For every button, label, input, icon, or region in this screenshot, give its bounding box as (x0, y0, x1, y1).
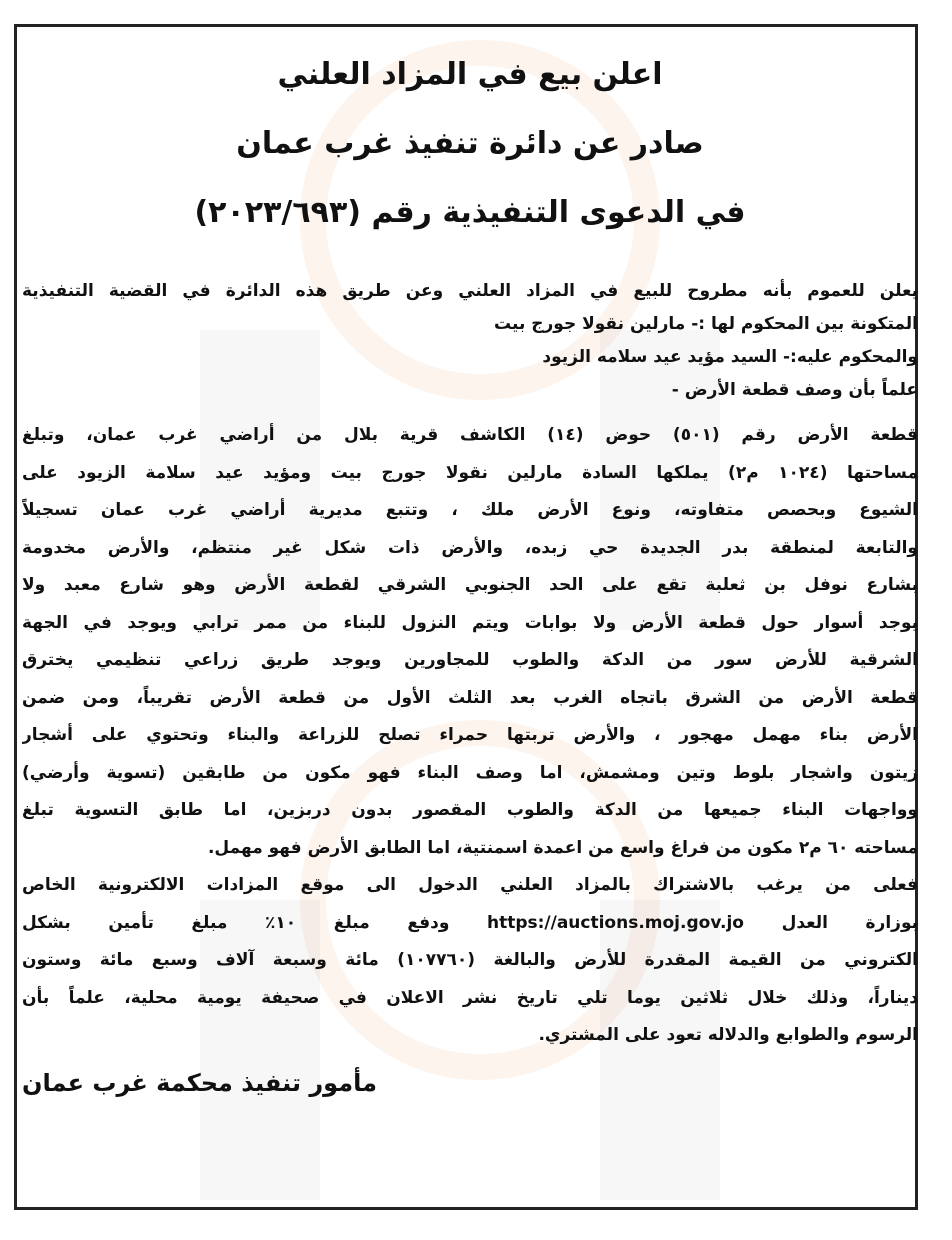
text-line: ديناراً، وذلك خلال ثلاثين يوما تلي تاريخ نشر الاعلان في صحيفة يومية محلية، علماً بأن (22, 987, 918, 1008)
text-line: الأرض بناء مهمل مهجور ، والأرض تربتها حمراء تصلح للزراعة والبناء وتحتوي على أشجار (22, 725, 918, 745)
paragraph (22, 374, 918, 407)
text-line: بشارع نوفل بن ثعلبة تقع على الحد الجنوبي الشرقي لقطعة الأرض وهو شارع معبد ولا (22, 575, 918, 595)
text-line: الشيوع وبحصص متفاوته، ونوع الأرض ملك ، وتتبع مديرية أراضي غرب عمان تسجيلاً (22, 500, 918, 520)
text-line: قطعة الأرض من الشرق باتجاه الغرب بعد الثلث الأول من قطعة الأرض تقريباً، ومن ضمن (22, 687, 918, 708)
auction-notice (22, 40, 918, 1097)
notice-title: اعلن بيع في المزاد العلني (277, 57, 663, 92)
text-line: يعلن للعموم بأنه مطروح للبيع في المزاد العلني وعن طريق هذه الدائرة في القضية التنفيذية (22, 281, 918, 301)
text-line: المتكونة بين المحكوم لها :- مارلين نقولا جورج بيت (494, 314, 918, 334)
text-line: يوجد أسوار حول قطعة الأرض ولا بوابات ويتم النزول للبناء من ممر ترابي ويوجد في الجهة (22, 612, 918, 633)
case-number: في الدعوى التنفيذية رقم (٢٠٢٣/٦٩٣) (194, 195, 746, 230)
text-line: زيتون واشجار بلوط وتين ومشمش، اما وصف البناء فهو مكون من طابقين (تسوية وأرضي) (22, 762, 918, 783)
issuing-department: صادر عن دائرة تنفيذ غرب عمان (236, 126, 704, 161)
text-line: والتابعة لمنطقة بدر الجديدة حي زبده، والأرض ذات شكل غير منتظم، والأرض مخدومة (22, 537, 918, 558)
paragraph (22, 867, 918, 1055)
text-line: الرسوم والطوابع والدلاله تعود على المشتري. (538, 1025, 918, 1045)
text-line: فعلى من يرغب بالاشتراك بالمزاد العلني الدخول الى موقع المزادات الالكترونية الخاص (22, 875, 918, 895)
text-line: وواجهات البناء جميعها من الدكة والطوب المقصور بدون دربزين، اما طابق التسوية تبلغ (22, 800, 918, 820)
text-line: بوزارة العدل https://auctions.moj.gov.jo ودفع مبلغ ١٠٪ مبلغ تأمين بشكل (22, 912, 918, 933)
text-line: الكتروني من القيمة المقدرة للأرض والبالغة (١٠٧٧٦٠) مائة وسبعة آلاف وسبع مائة وستون (22, 950, 918, 970)
paragraph (22, 417, 918, 867)
text-line: مساحته ٦٠ م٢ مكون من فراغ واسع من اعمدة اسمنتية، اما الطابق الأرض فهو مهمل. (207, 837, 918, 858)
signature: مأمور تنفيذ محكمة غرب عمان (22, 1068, 377, 1097)
paragraph (22, 275, 918, 341)
text-line: علماً بأن وصف قطعة الأرض - (671, 380, 918, 400)
text-line: الشرقية للأرض سور من الدكة والطوب للمجاورين ويوجد طريق زراعي تنظيمي يخترق (22, 650, 918, 670)
text-line: مساحتها (١٠٢٤ م٢) يملكها السادة مارلين نقولا جورج بيت ومؤيد عيد سلامة الزيود على (22, 462, 918, 483)
paragraph (22, 341, 918, 374)
notice-body (22, 275, 918, 1055)
text-line: قطعة الأرض رقم (٥٠١) حوض (١٤) الكاشف قرية بلال من أراضي غرب عمان، وتبلغ (22, 425, 918, 445)
text-line: والمحكوم عليه:- السيد مؤيد عيد سلامه الزيود (542, 347, 918, 367)
